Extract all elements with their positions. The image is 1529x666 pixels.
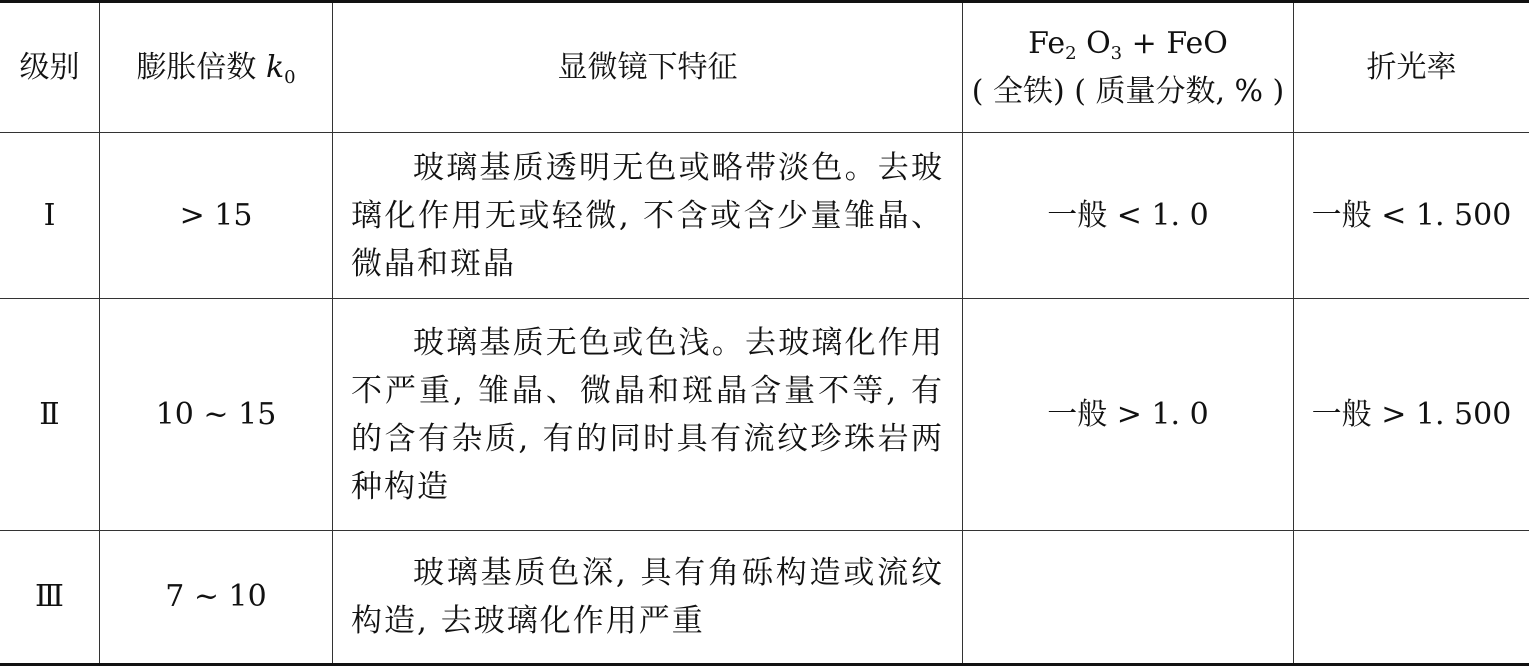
- row1-features: 玻璃基质透明无色或略带淡色。去玻璃化作用无或轻微, 不含或含少量雏晶、微晶和斑晶: [351, 149, 944, 282]
- row2-iron: 一般 > 1. 0: [1047, 396, 1209, 432]
- header-features: [333, 3, 962, 132]
- header-expansion: [100, 3, 332, 132]
- row1-iron: 一般 < 1. 0: [1047, 197, 1209, 233]
- header-refractive: [1294, 3, 1529, 132]
- header-iron-formula: $Fe_2$ $O_3$ + FeO: [1028, 25, 1228, 64]
- row3-grade: Ⅲ: [35, 579, 64, 614]
- row2-grade: Ⅱ: [39, 396, 60, 432]
- header-iron: [963, 3, 1293, 132]
- header-grade-label: 级别: [19, 49, 80, 85]
- header-features-label: 显微镜下特征: [557, 49, 738, 85]
- row3-expansion: 7 ~ 10: [165, 579, 267, 614]
- row1-expansion: > 15: [179, 197, 253, 233]
- row1-grade: Ⅰ: [43, 197, 56, 233]
- header-refractive-label: 折光率: [1366, 49, 1457, 85]
- row2-expansion: 10 ~ 15: [155, 396, 277, 432]
- row3-features: 玻璃基质色深, 具有角砾构造或流纹构造, 去玻璃化作用严重: [351, 555, 944, 639]
- row1-refractive: 一般 < 1. 500: [1311, 197, 1512, 233]
- row3-iron: [963, 531, 1293, 663]
- header-grade: [0, 3, 99, 132]
- row2-features: 玻璃基质无色或色浅。去玻璃化作用不严重, 雏晶、微晶和斑晶含量不等, 有的含有杂质, 有的同时具有流纹珍珠岩两种构造: [351, 324, 944, 505]
- header-expansion-label: 膨胀倍数 $k_0$: [136, 49, 296, 88]
- row2-refractive: 一般 > 1. 500: [1311, 396, 1512, 432]
- header-iron-unit: ( 全铁) ( 质量分数, % ): [971, 73, 1285, 109]
- row3-refractive: [1294, 531, 1529, 663]
